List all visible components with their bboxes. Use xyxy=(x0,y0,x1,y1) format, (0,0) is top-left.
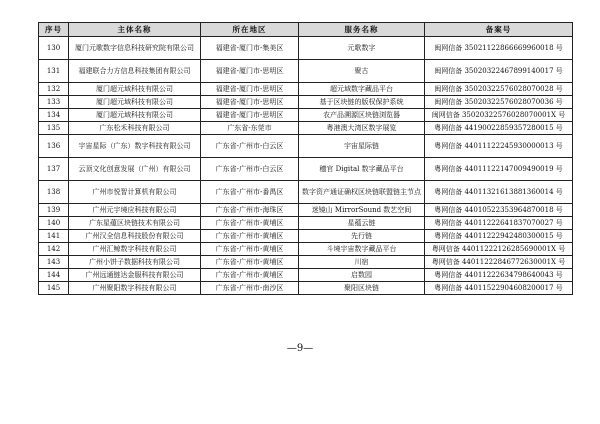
header-record-number: 备案号 xyxy=(425,23,573,37)
cell-record-number: 粤网信备 44011122147009490019 号 xyxy=(425,158,573,181)
cell-service-name: 川宿 xyxy=(299,256,425,269)
cell-region: 福建省-厦门市-思明区 xyxy=(201,83,299,96)
header-region: 所在地区 xyxy=(201,23,299,37)
cell-entity-name: 厦门超元域科技有限公司 xyxy=(69,96,201,109)
table-row xyxy=(39,109,573,122)
cell-service-name: 数字资产通证确权区块链联盟链主节点 xyxy=(299,181,425,204)
cell-region: 广东省-东莞市 xyxy=(201,122,299,135)
table-row xyxy=(39,83,573,96)
table-row xyxy=(39,122,573,135)
cell-entity-name: 广东松禾科技有限公司 xyxy=(69,122,201,135)
cell-entity-name: 广州元宇境应科技有限公司 xyxy=(69,204,201,217)
cell-index: 132 xyxy=(39,83,69,96)
cell-record-number: 闽网信备 35021122866669960018 号 xyxy=(425,37,573,60)
cell-index: 134 xyxy=(39,109,69,122)
cell-entity-name: 广州聚阳数字科技有限公司 xyxy=(69,282,201,295)
cell-region: 福建省-厦门市-集美区 xyxy=(201,37,299,60)
table-row xyxy=(39,60,573,83)
cell-index: 137 xyxy=(39,158,69,181)
cell-index: 142 xyxy=(39,243,69,256)
cell-index: 136 xyxy=(39,135,69,158)
table-row xyxy=(39,230,573,243)
cell-service-name: 超元域数字藏品平台 xyxy=(299,83,425,96)
table-header-row xyxy=(39,23,573,37)
table-row xyxy=(39,181,573,204)
table-row xyxy=(39,158,573,181)
cell-entity-name: 广州市悦智计算机有限公司 xyxy=(69,181,201,204)
cell-entity-name: 厦门超元域科技有限公司 xyxy=(69,109,201,122)
header-index: 序号 xyxy=(39,23,69,37)
cell-record-number: 粤网信备 44011222846772630001X 号 xyxy=(425,256,573,269)
cell-region: 福建省-厦门市-思明区 xyxy=(201,96,299,109)
page-number: —9— xyxy=(286,343,314,354)
cell-service-name: 元歌数字 xyxy=(299,37,425,60)
cell-region: 广东省-广州市-黄埔区 xyxy=(201,256,299,269)
cell-index: 145 xyxy=(39,282,69,295)
cell-service-name: 聚阳区块链 xyxy=(299,282,425,295)
cell-region: 广东省-广州市-黄埔区 xyxy=(201,230,299,243)
cell-service-name: 聚古 xyxy=(299,60,425,83)
cell-index: 139 xyxy=(39,204,69,217)
record-table xyxy=(38,22,573,295)
cell-index: 130 xyxy=(39,37,69,60)
table-body xyxy=(39,37,573,295)
cell-index: 143 xyxy=(39,256,69,269)
cell-service-name: 星蕴云链 xyxy=(299,217,425,230)
cell-record-number: 闽网信备 35020322576028070028 号 xyxy=(425,83,573,96)
cell-record-number: 闽网信备 35020322576028070036 号 xyxy=(425,96,573,109)
cell-record-number: 粤网信备 44010522353964870018 号 xyxy=(425,204,573,217)
cell-index: 144 xyxy=(39,269,69,282)
cell-region: 广东省-广州市-黄埔区 xyxy=(201,269,299,282)
cell-record-number: 闽网信备 35020322576028070001X 号 xyxy=(425,109,573,122)
cell-region: 广东省-广州市-黄埔区 xyxy=(201,217,299,230)
cell-entity-name: 广州汇鲸数字科技有限公司 xyxy=(69,243,201,256)
cell-record-number: 粤网信备 44011522904608200017 号 xyxy=(425,282,573,295)
table-row xyxy=(39,37,573,60)
table-row xyxy=(39,269,573,282)
cell-index: 141 xyxy=(39,230,69,243)
cell-entity-name: 厦门元歌数字信息科技研究院有限公司 xyxy=(69,37,201,60)
table-row xyxy=(39,243,573,256)
table-row xyxy=(39,204,573,217)
cell-entity-name: 云顶文化创意发展（广州）有限公司 xyxy=(69,158,201,181)
cell-region: 广东省-广州市-白云区 xyxy=(201,158,299,181)
cell-index: 138 xyxy=(39,181,69,204)
cell-entity-name: 广州小饼子数据科技有限公司 xyxy=(69,256,201,269)
cell-region: 福建省-厦门市-思明区 xyxy=(201,60,299,83)
cell-record-number: 粤网信备 44011222942480300015 号 xyxy=(425,230,573,243)
cell-region: 广东省-广州市-番禺区 xyxy=(201,181,299,204)
cell-service-name: 启数园 xyxy=(299,269,425,282)
cell-record-number: 粤网信备 44190022859357280015 号 xyxy=(425,122,573,135)
cell-entity-name: 广州远通链达金服科技有限公司 xyxy=(69,269,201,282)
cell-record-number: 粤网信备 44011321613881360014 号 xyxy=(425,181,573,204)
cell-region: 广东省-广州市-南沙区 xyxy=(201,282,299,295)
cell-entity-name: 福建联合力方信息科技集团有限公司 xyxy=(69,60,201,83)
header-service-name: 服务名称 xyxy=(299,23,425,37)
cell-entity-name: 广东星蕴区块链技术有限公司 xyxy=(69,217,201,230)
cell-record-number: 粤网信备 44011222641837070027 号 xyxy=(425,217,573,230)
cell-entity-name: 厦门超元域科技有限公司 xyxy=(69,83,201,96)
cell-record-number: 粤网信备 44011222126285690001X 号 xyxy=(425,243,573,256)
table-row xyxy=(39,217,573,230)
cell-entity-name: 宇宙星际（广东）数字科技有限公司 xyxy=(69,135,201,158)
header-entity-name: 主体名称 xyxy=(69,23,201,37)
cell-index: 140 xyxy=(39,217,69,230)
cell-record-number: 粤网信备 44011222634798640043 号 xyxy=(425,269,573,282)
cell-service-name: 基于区块链的版权保护系统 xyxy=(299,96,425,109)
cell-record-number: 闽网信备 35020322467899140017 号 xyxy=(425,60,573,83)
table-row xyxy=(39,256,573,269)
document-page xyxy=(38,22,572,295)
cell-index: 131 xyxy=(39,60,69,83)
cell-entity-name: 广州汉全信息科技股份有限公司 xyxy=(69,230,201,243)
cell-region: 广东省-广州市-黄埔区 xyxy=(201,243,299,256)
cell-service-name: 先行链 xyxy=(299,230,425,243)
cell-region: 广东省-广州市-白云区 xyxy=(201,135,299,158)
cell-service-name: 穗官 Digital 数字藏品平台 xyxy=(299,158,425,181)
table-row xyxy=(39,135,573,158)
cell-index: 135 xyxy=(39,122,69,135)
cell-service-name: 宇宙星际链 xyxy=(299,135,425,158)
cell-region: 广东省-广州市-海珠区 xyxy=(201,204,299,217)
cell-service-name: 迷镜山 MirrorSound 数艺空间 xyxy=(299,204,425,217)
cell-record-number: 粤网信备 44011122245930000013 号 xyxy=(425,135,573,158)
table-row xyxy=(39,282,573,295)
cell-index: 133 xyxy=(39,96,69,109)
cell-service-name: 斗境宇宙数字藏品平台 xyxy=(299,243,425,256)
table-row xyxy=(39,96,573,109)
cell-service-name: 农产品溯源区块链浏览器 xyxy=(299,109,425,122)
cell-region: 福建省-厦门市-思明区 xyxy=(201,109,299,122)
cell-service-name: 粤港澳大湾区数字展览 xyxy=(299,122,425,135)
